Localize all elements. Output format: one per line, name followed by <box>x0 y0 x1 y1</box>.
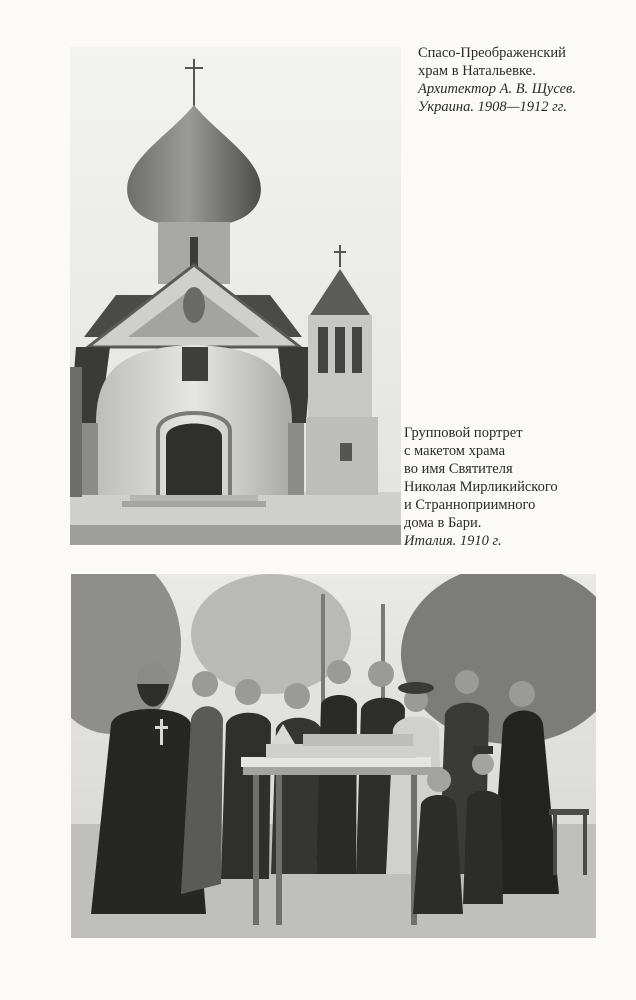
group-caption-line-5: и Странноприимного <box>404 497 536 513</box>
group-portrait-illustration <box>71 574 596 938</box>
church-caption <box>418 44 576 116</box>
group-caption-line-2: с макетом храма <box>404 443 506 459</box>
church-caption-architect: Архитектор А. В. Щусев. <box>418 81 576 97</box>
group-caption <box>404 424 558 550</box>
church-caption-line-2: храм в Натальевке. <box>418 63 536 79</box>
group-caption-line-3: во имя Святителя <box>404 461 513 477</box>
group-caption-line-4: Николая Мирликийского <box>404 479 558 495</box>
group-caption-place-date: Италия. 1910 г. <box>404 533 502 549</box>
group-caption-line-6: дома в Бари. <box>404 515 482 531</box>
church-caption-place-date: Украина. 1908—1912 гг. <box>418 99 567 115</box>
church-photo <box>70 47 401 545</box>
group-portrait-photo <box>71 574 596 938</box>
church-photo-illustration <box>70 47 401 545</box>
church-caption-line-1: Спасо-Преображенский <box>418 45 566 61</box>
group-caption-line-1: Групповой портрет <box>404 425 523 441</box>
